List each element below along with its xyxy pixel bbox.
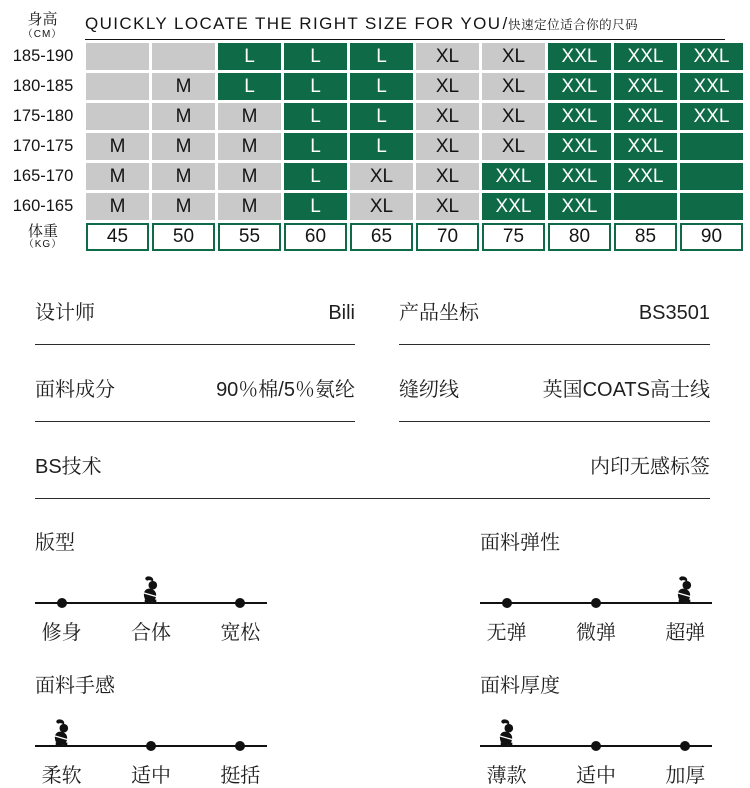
- slider-stop-labels: [35, 616, 267, 645]
- size-cell: XXL: [548, 163, 611, 190]
- slider-stop-label: 适中: [131, 765, 171, 788]
- spec-row: [35, 268, 355, 345]
- size-cell: L: [350, 133, 413, 160]
- slider-title: 面料厚度: [480, 675, 560, 698]
- height-range-label: 175-180: [12, 107, 74, 126]
- weight-cell: 60: [284, 223, 347, 251]
- slider-stop-label: 无弹: [486, 622, 527, 645]
- slider-track: [480, 713, 712, 757]
- size-cell: M: [218, 193, 281, 220]
- slider-stop-dot: [57, 598, 67, 608]
- size-cell: XXL: [614, 43, 677, 70]
- slider-stop-dot: [680, 741, 690, 751]
- size-cell: XL: [416, 103, 479, 130]
- height-range-label: 180-185: [12, 77, 74, 96]
- size-cell: XL: [482, 103, 545, 130]
- size-cell: M: [152, 193, 215, 220]
- size-cell: M: [152, 133, 215, 160]
- size-cell: M: [86, 133, 149, 160]
- spec-value: BS3501: [638, 302, 710, 325]
- size-cell: L: [218, 73, 281, 100]
- size-cell: L: [218, 43, 281, 70]
- slider-stop-label: 修身: [41, 622, 82, 645]
- size-cell: [680, 163, 743, 190]
- size-table-row: [3, 163, 743, 190]
- slider-stop-labels: [480, 616, 712, 645]
- slider-stop-label: 适中: [576, 765, 616, 788]
- height-range-label: 165-170: [12, 167, 74, 186]
- spec-row: [399, 422, 710, 498]
- size-cell: XXL: [482, 163, 545, 190]
- page-title: [85, 14, 725, 40]
- slider-stop-dot: [502, 598, 512, 608]
- height-range-label: 185-190: [12, 47, 74, 66]
- weight-cell: 45: [86, 223, 149, 251]
- height-range-label: 170-175: [12, 137, 74, 156]
- weight-cell: 55: [218, 223, 281, 251]
- person-marker-icon: [496, 719, 517, 746]
- page-title-en: QUICKLY LOCATE THE RIGHT SIZE FOR YOU: [85, 14, 502, 34]
- size-cell: L: [284, 43, 347, 70]
- slider-track: [480, 570, 712, 614]
- size-cell: XL: [416, 133, 479, 160]
- size-cell: L: [284, 193, 347, 220]
- size-table-row: [3, 133, 743, 160]
- spec-value: 内印无感标签: [590, 456, 710, 479]
- slider-group: [35, 526, 410, 645]
- size-cell: M: [218, 103, 281, 130]
- spec-value: 英国COATS高士线: [542, 379, 710, 402]
- size-cell: XL: [416, 193, 479, 220]
- size-cell: M: [86, 163, 149, 190]
- size-cell: [86, 73, 149, 100]
- size-cell: [680, 193, 743, 220]
- page-title-zh: 快速定位适合你的尺码: [508, 18, 639, 33]
- height-axis-unit: （CM）: [22, 28, 63, 40]
- spec-row: [399, 345, 710, 422]
- product-specs: [35, 268, 750, 498]
- size-table-row: [3, 193, 743, 220]
- person-marker-icon: [141, 576, 162, 603]
- size-cell: XXL: [680, 43, 743, 70]
- spec-row: [35, 422, 355, 498]
- page-title-separator: /: [502, 14, 508, 34]
- size-cell: M: [152, 73, 215, 100]
- slider-stop-label: 微弹: [576, 622, 616, 645]
- size-cell: XXL: [614, 73, 677, 100]
- slider-stop-label: 挺括: [220, 765, 261, 788]
- size-cell: XXL: [680, 103, 743, 130]
- slider-stop-label: 合体: [131, 622, 171, 645]
- size-cell: XXL: [680, 73, 743, 100]
- spec-label: 产品坐标: [399, 302, 479, 325]
- size-table-row: [3, 103, 743, 130]
- weight-axis-label: [3, 223, 83, 251]
- slider-title: 面料手感: [35, 675, 115, 698]
- spec-value: Bili: [328, 302, 355, 325]
- size-chart-table: [0, 40, 746, 254]
- size-cell: [614, 193, 677, 220]
- slider-stop-dot: [591, 598, 601, 608]
- slider-stop-labels: [35, 759, 267, 788]
- slider-stop-dot: [591, 741, 601, 751]
- size-cell: XL: [416, 73, 479, 100]
- size-cell: L: [350, 73, 413, 100]
- size-cell: L: [350, 43, 413, 70]
- size-cell: XXL: [614, 103, 677, 130]
- weight-axis-text: 体重: [27, 222, 58, 240]
- size-cell: XL: [416, 43, 479, 70]
- size-cell: M: [152, 163, 215, 190]
- slider-group: [480, 526, 750, 645]
- fabric-attribute-sliders: [35, 499, 750, 788]
- slider-track: [35, 713, 267, 757]
- slider-group: [35, 669, 410, 788]
- person-marker-icon: [51, 719, 72, 746]
- size-cell: XL: [482, 43, 545, 70]
- slider-stop-label: 宽松: [220, 622, 261, 645]
- spec-value: 90％棉/5％氨纶: [216, 379, 355, 402]
- size-cell: XXL: [548, 103, 611, 130]
- weight-row: [3, 223, 743, 251]
- size-table-row: [3, 43, 743, 70]
- size-cell: XXL: [548, 193, 611, 220]
- weight-cell: 90: [680, 223, 743, 251]
- person-marker-icon: [675, 576, 696, 603]
- height-axis-text: 身高: [27, 11, 58, 28]
- size-cell: XL: [350, 193, 413, 220]
- slider-stop-label: 超弹: [665, 622, 706, 645]
- size-cell: XXL: [482, 193, 545, 220]
- size-cell: M: [152, 103, 215, 130]
- slider-group: [480, 669, 750, 788]
- spec-row: [35, 345, 355, 422]
- size-cell: XL: [482, 133, 545, 160]
- weight-cell: 70: [416, 223, 479, 251]
- size-cell: M: [218, 133, 281, 160]
- slider-stop-label: 加厚: [665, 765, 706, 788]
- spec-label: 面料成分: [35, 379, 115, 402]
- size-cell: XL: [482, 73, 545, 100]
- size-cell: [680, 133, 743, 160]
- size-cell: [152, 43, 215, 70]
- height-axis-label: [0, 12, 85, 40]
- size-cell: M: [86, 193, 149, 220]
- size-table-row: [3, 73, 743, 100]
- size-cell: XXL: [614, 133, 677, 160]
- slider-stop-labels: [480, 759, 712, 788]
- spec-row: [399, 268, 710, 345]
- size-cell: XL: [350, 163, 413, 190]
- chart-header: [0, 0, 750, 40]
- spec-label: 设计师: [35, 302, 95, 325]
- weight-cell: 65: [350, 223, 413, 251]
- slider-stop-label: 薄款: [486, 765, 527, 788]
- size-cell: XXL: [548, 43, 611, 70]
- slider-stop-dot: [235, 741, 245, 751]
- size-cell: L: [284, 133, 347, 160]
- slider-stop-dot: [235, 598, 245, 608]
- size-cell: L: [350, 103, 413, 130]
- size-cell: [86, 103, 149, 130]
- size-cell: XXL: [548, 133, 611, 160]
- weight-cell: 50: [152, 223, 215, 251]
- size-cell: L: [284, 163, 347, 190]
- size-cell: [86, 43, 149, 70]
- slider-title: 面料弹性: [480, 532, 560, 555]
- size-cell: XXL: [548, 73, 611, 100]
- slider-stop-label: 柔软: [41, 765, 82, 788]
- height-range-label: 160-165: [12, 197, 74, 216]
- weight-cell: 85: [614, 223, 677, 251]
- slider-title: 版型: [35, 532, 75, 555]
- slider-track: [35, 570, 267, 614]
- size-cell: XL: [416, 163, 479, 190]
- weight-axis-unit: （KG）: [23, 239, 63, 251]
- size-cell: M: [218, 163, 281, 190]
- weight-cell: 75: [482, 223, 545, 251]
- size-cell: XXL: [614, 163, 677, 190]
- size-cell: L: [284, 73, 347, 100]
- size-cell: L: [284, 103, 347, 130]
- spec-label: 缝纫线: [399, 379, 459, 402]
- spec-label: BS技术: [35, 456, 102, 479]
- slider-stop-dot: [146, 741, 156, 751]
- weight-cell: 80: [548, 223, 611, 251]
